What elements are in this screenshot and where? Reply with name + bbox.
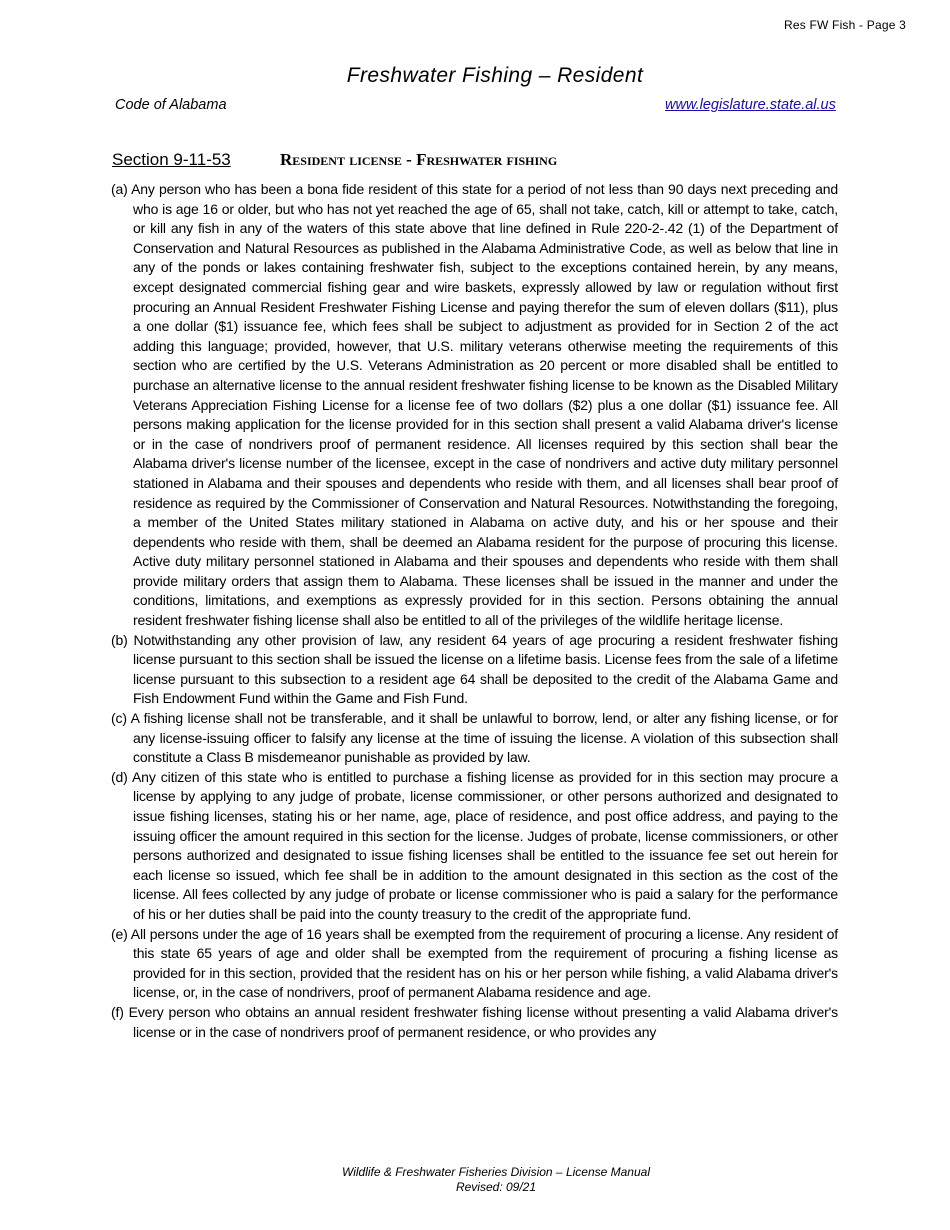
paragraph-a: (a) Any person who has been a bona fide resident of this state for a period of not less than 90 days next preceding and who is age 16 or older, but who has not yet reached the age of 65, shall not take, catch, kill or attempt to take, catch, or kill any fish in any of the waters of this state above that line defined in Rule 220-2-.42 (1) of the Department of Conservation and Natural Resources as published in the Alabama Administrative Code, as well as below that line in any of the ponds or lakes containing freshwater fish, subject to the exceptions contained herein, by any means, except designated commercial fishing gear and wire baskets, expressly allowed by law or regulation without first procuring an Annual Resident Freshwater Fishing License and paying therefor the sum of eleven dollars ($11), plus a one dollar ($1) issuance fee, which fees shall be subject to adjustment as provided for in Section 2 of the act adding this language; provided, however, that U.S. military veterans otherwise meeting the requirements of this section who are certified by the U.S. Veterans Administration as 20 percent or more disabled shall be entitled to purchase an alternative license to the annual resident freshwater fishing license to be known as the Disabled Military Veterans Appreciation Fishing License for a license fee of two dollars ($2) plus a one dollar ($1) issuance fee. All persons making application for the license provided for in this section shall present a valid Alabama driver's license or in the case of nondrivers proof of permanent residence. All licenses required by this section shall bear the Alabama driver's license number of the licensee, except in the case of nondrivers and active duty military personnel stationed in Alabama and their spouses and dependents who reside with them, and all licenses shall bear proof of residence as required by the Commissioner of Conservation and Natural Resources. Notwithstanding the foregoing, a member of the United States military stationed in Alabama on active duty, and his or her spouse and their dependents who reside with them, shall be deemed an Alabama resident for the purpose of procuring this license. Active duty military personnel stationed in Alabama and their spouses and dependents who reside with them shall provide military orders that assign them to Alabama. These licenses shall be issued in the manner and under the conditions, limitations, and exemptions as expressly provided for in this section. Persons obtaining the annual resident freshwater fishing license shall also be entitled to all of the privileges of the wildlife heritage license. (111, 181, 838, 629)
paragraph-e: (e) All persons under the age of 16 years shall be exempted from the requirement of procuring a license. Any resident of this state 65 years of age and older shall be exempted from the requirement of procuring a fishing license as provided for in this section, provided that the resident has on his or her person while fishing, a valid Alabama driver's license, or, in the case of nondrivers, proof of permanent Alabama residence and age. (111, 925, 838, 1001)
section-number: Section 9-11-53 (112, 150, 231, 169)
page-number: Res FW Fish - Page 3 (783, 18, 906, 32)
paragraph-f: (f) Every person who obtains an annual resident freshwater fishing license without presenting a valid Alabama driver's license or in the case of nondrivers proof of permanent residence, or who provides any (111, 1003, 838, 1040)
document-title: Freshwater Fishing – Resident (346, 64, 644, 87)
section-body (111, 180, 838, 1042)
section-caption: Resident license - Freshwater fishing (280, 150, 558, 169)
footer-manual-title: Wildlife & Freshwater Fisheries Division – License Manual (341, 1165, 650, 1179)
section-header (112, 150, 557, 170)
footer-revised-date: Revised: 09/21 (455, 1180, 537, 1194)
paragraph-b: (b) Notwithstanding any other provision of law, any resident 64 years of age procuring a resident freshwater fishing license pursuant to this section shall be issued the license on a lifetime basis. License fees from the sale of a lifetime license pursuant to this subsection to a resident age 64 shall be deposited to the credit of the Alabama Game and Fish Endowment Fund within the Game and Fish Fund. (111, 631, 838, 707)
paragraph-c: (c) A fishing license shall not be transferable, and it shall be unlawful to borrow, lend, or alter any fishing license, or for any license-issuing officer to falsify any license at the time of issuing the license. A violation of this subsection shall constitute a Class B misdemeanor punishable as provided by law. (111, 710, 838, 766)
paragraph-d: (d) Any citizen of this state who is entitled to purchase a fishing license as provided for in this section may procure a license by applying to any judge of probate, license commissioner, or other persons authorized and designated to issue fishing licenses, stating his or her name, age, place of residence, and post office address, and paying to the issuing officer the amount required in this section for the license. Judges of probate, license commissioners, or other persons authorized and designated to issue fishing licenses shall be entitled to the issuance fee set out herein for each license so issued, which fee shall be in addition to the amount designated in this section as the cost of the license. All fees collected by any judge of probate or license commissioner who is paid a salary for the performance of his or her duties shall be paid into the county treasury to the credit of the appropriate fund. (111, 768, 838, 922)
code-label: Code of Alabama (115, 97, 227, 113)
page-footer (0, 1165, 950, 1195)
legislature-link[interactable]: www.legislature.state.al.us (665, 97, 836, 113)
